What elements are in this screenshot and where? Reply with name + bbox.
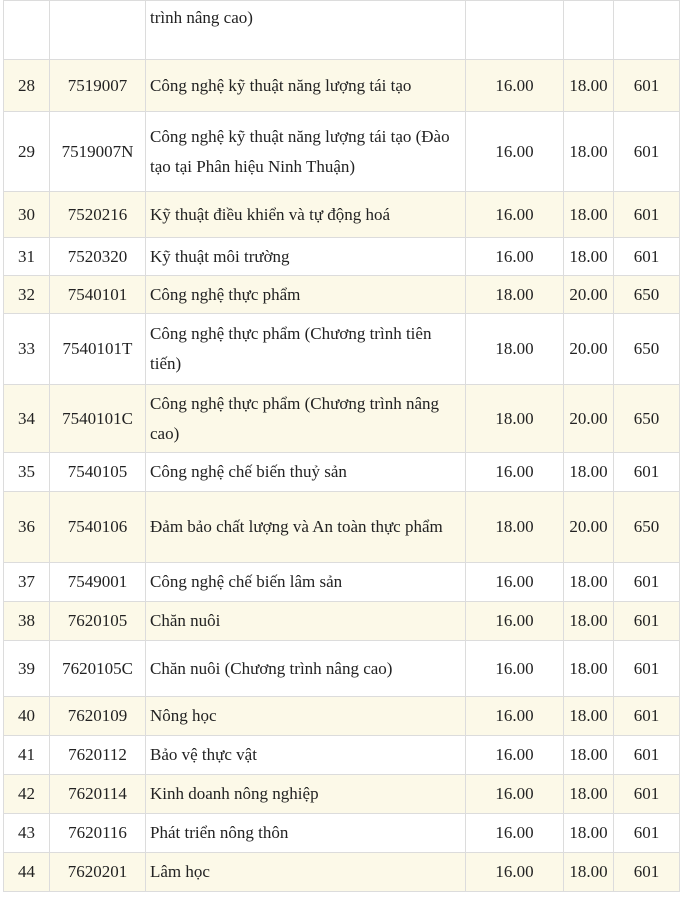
major-code-cell: 7520216 <box>50 192 146 238</box>
score-1-cell: 16.00 <box>466 853 564 892</box>
major-name-cell: Công nghệ chế biến thuỷ sản <box>146 453 466 492</box>
major-name-cell: Phát triển nông thôn <box>146 814 466 853</box>
major-name-cell: Đảm bảo chất lượng và An toàn thực phẩm <box>146 492 466 563</box>
table-row <box>4 492 680 563</box>
score-2-cell: 18.00 <box>564 853 614 892</box>
table-row <box>4 736 680 775</box>
score-3-cell: 601 <box>614 112 680 192</box>
score-3-cell: 650 <box>614 385 680 453</box>
score-1-cell: 16.00 <box>466 238 564 276</box>
score-2-cell: 20.00 <box>564 492 614 563</box>
table-row <box>4 60 680 112</box>
score-3-cell: 601 <box>614 775 680 814</box>
major-code-cell: 7620109 <box>50 697 146 736</box>
major-code-cell: 7519007 <box>50 60 146 112</box>
major-code-cell: 7519007N <box>50 112 146 192</box>
score-2-cell: 18.00 <box>564 641 614 697</box>
score-2-cell <box>564 1 614 60</box>
score-3-cell: 601 <box>614 238 680 276</box>
table-row <box>4 563 680 602</box>
table-row <box>4 775 680 814</box>
score-3-cell: 650 <box>614 492 680 563</box>
score-1-cell: 18.00 <box>466 314 564 385</box>
score-1-cell: 18.00 <box>466 492 564 563</box>
stt-cell: 38 <box>4 602 50 641</box>
score-1-cell: 16.00 <box>466 602 564 641</box>
table-row <box>4 814 680 853</box>
stt-cell: 29 <box>4 112 50 192</box>
score-3-cell: 601 <box>614 853 680 892</box>
major-code-cell: 7540101C <box>50 385 146 453</box>
major-name-cell: trình nâng cao) <box>146 1 466 60</box>
major-name-cell: Chăn nuôi (Chương trình nâng cao) <box>146 641 466 697</box>
score-2-cell: 20.00 <box>564 314 614 385</box>
score-2-cell: 18.00 <box>564 453 614 492</box>
major-name-cell: Kỹ thuật điều khiển và tự động hoá <box>146 192 466 238</box>
score-3-cell: 601 <box>614 563 680 602</box>
score-3-cell: 601 <box>614 697 680 736</box>
major-name-cell: Công nghệ kỹ thuật năng lượng tái tạo (Đào tạo tại Phân hiệu Ninh Thuận) <box>146 112 466 192</box>
stt-cell: 36 <box>4 492 50 563</box>
table-row <box>4 453 680 492</box>
score-1-cell: 16.00 <box>466 641 564 697</box>
stt-cell <box>4 1 50 60</box>
stt-cell: 40 <box>4 697 50 736</box>
major-name-cell: Chăn nuôi <box>146 602 466 641</box>
major-code-cell: 7620114 <box>50 775 146 814</box>
major-name-cell: Công nghệ thực phẩm <box>146 276 466 314</box>
score-3-cell: 650 <box>614 314 680 385</box>
stt-cell: 35 <box>4 453 50 492</box>
major-code-cell: 7540106 <box>50 492 146 563</box>
table-row <box>4 697 680 736</box>
major-code-cell: 7620105C <box>50 641 146 697</box>
stt-cell: 32 <box>4 276 50 314</box>
major-name-cell: Bảo vệ thực vật <box>146 736 466 775</box>
score-3-cell: 601 <box>614 453 680 492</box>
table-row <box>4 385 680 453</box>
major-code-cell: 7540101 <box>50 276 146 314</box>
score-2-cell: 18.00 <box>564 697 614 736</box>
major-name-cell: Nông học <box>146 697 466 736</box>
stt-cell: 42 <box>4 775 50 814</box>
score-3-cell: 601 <box>614 814 680 853</box>
major-name-cell: Kinh doanh nông nghiệp <box>146 775 466 814</box>
major-code-cell: 7620201 <box>50 853 146 892</box>
score-2-cell: 18.00 <box>564 192 614 238</box>
stt-cell: 33 <box>4 314 50 385</box>
score-1-cell: 16.00 <box>466 60 564 112</box>
major-name-cell: Công nghệ thực phẩm (Chương trình tiên tiến) <box>146 314 466 385</box>
table-row <box>4 192 680 238</box>
score-3-cell: 601 <box>614 60 680 112</box>
score-2-cell: 18.00 <box>564 238 614 276</box>
score-2-cell: 20.00 <box>564 276 614 314</box>
score-2-cell: 18.00 <box>564 563 614 602</box>
score-3-cell: 650 <box>614 276 680 314</box>
table-row <box>4 853 680 892</box>
score-2-cell: 18.00 <box>564 814 614 853</box>
score-1-cell: 18.00 <box>466 385 564 453</box>
stt-cell: 39 <box>4 641 50 697</box>
score-1-cell: 16.00 <box>466 697 564 736</box>
stt-cell: 37 <box>4 563 50 602</box>
score-2-cell: 20.00 <box>564 385 614 453</box>
stt-cell: 28 <box>4 60 50 112</box>
major-name-cell: Lâm học <box>146 853 466 892</box>
stt-cell: 43 <box>4 814 50 853</box>
major-name-cell: Công nghệ thực phẩm (Chương trình nâng cao) <box>146 385 466 453</box>
stt-cell: 44 <box>4 853 50 892</box>
table-row <box>4 1 680 60</box>
major-name-cell: Công nghệ kỹ thuật năng lượng tái tạo <box>146 60 466 112</box>
table-row <box>4 314 680 385</box>
score-2-cell: 18.00 <box>564 60 614 112</box>
major-code-cell: 7620116 <box>50 814 146 853</box>
score-1-cell: 16.00 <box>466 814 564 853</box>
table-row <box>4 641 680 697</box>
major-code-cell: 7520320 <box>50 238 146 276</box>
score-1-cell: 16.00 <box>466 192 564 238</box>
score-2-cell: 18.00 <box>564 112 614 192</box>
score-3-cell <box>614 1 680 60</box>
stt-cell: 34 <box>4 385 50 453</box>
score-1-cell: 18.00 <box>466 276 564 314</box>
major-code-cell: 7540101T <box>50 314 146 385</box>
major-code-cell: 7540105 <box>50 453 146 492</box>
score-1-cell: 16.00 <box>466 775 564 814</box>
table-row <box>4 238 680 276</box>
score-3-cell: 601 <box>614 641 680 697</box>
table-row <box>4 112 680 192</box>
score-2-cell: 18.00 <box>564 736 614 775</box>
admission-score-table <box>3 0 680 892</box>
major-code-cell <box>50 1 146 60</box>
score-1-cell <box>466 1 564 60</box>
stt-cell: 41 <box>4 736 50 775</box>
score-1-cell: 16.00 <box>466 112 564 192</box>
score-1-cell: 16.00 <box>466 453 564 492</box>
table-row <box>4 276 680 314</box>
table-row <box>4 602 680 641</box>
score-1-cell: 16.00 <box>466 736 564 775</box>
major-name-cell: Kỹ thuật môi trường <box>146 238 466 276</box>
score-2-cell: 18.00 <box>564 602 614 641</box>
score-3-cell: 601 <box>614 736 680 775</box>
score-3-cell: 601 <box>614 192 680 238</box>
score-1-cell: 16.00 <box>466 563 564 602</box>
major-code-cell: 7620105 <box>50 602 146 641</box>
score-2-cell: 18.00 <box>564 775 614 814</box>
table-body <box>4 1 680 892</box>
score-3-cell: 601 <box>614 602 680 641</box>
major-code-cell: 7620112 <box>50 736 146 775</box>
stt-cell: 31 <box>4 238 50 276</box>
major-name-cell: Công nghệ chế biến lâm sản <box>146 563 466 602</box>
major-code-cell: 7549001 <box>50 563 146 602</box>
stt-cell: 30 <box>4 192 50 238</box>
